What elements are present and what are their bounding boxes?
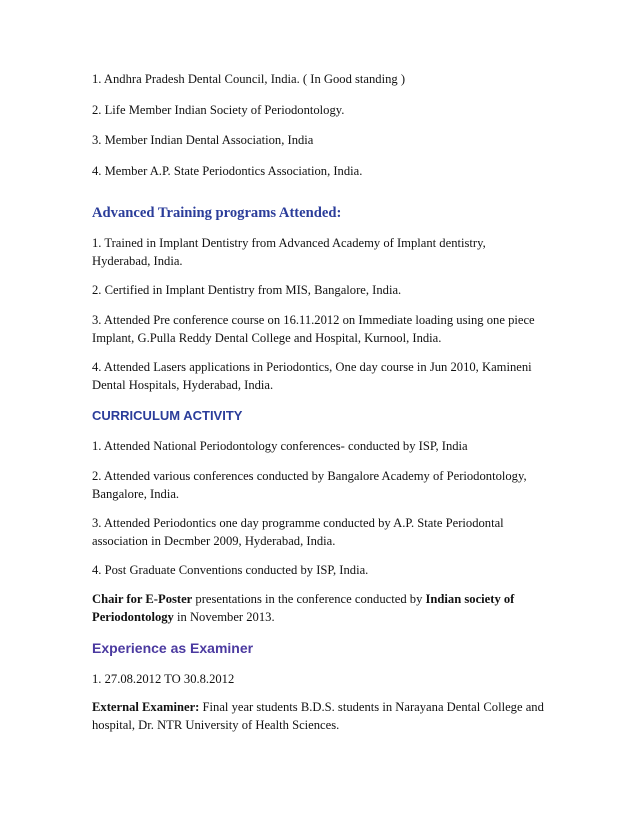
examiner-paragraph [92, 698, 562, 734]
advanced-training-heading: Advanced Training programs Attended: [92, 205, 342, 221]
examiner-label: External Examiner: [92, 700, 200, 714]
curriculum-item-2-line-2: Bangalore, India. [92, 487, 180, 501]
curriculum-item-1 [92, 437, 468, 455]
curriculum-item-4 [92, 561, 368, 579]
curriculum-item-3-line-1: 3. Attended Periodontics one day programme conducted by A.P. State Periodontal [92, 516, 504, 530]
training-item-1-line-2: Hyderabad, India. [92, 254, 183, 268]
curriculum-item-2 [92, 467, 527, 503]
curriculum-heading: CURRICULUM ACTIVITY [92, 408, 243, 423]
training-item-2-line-1: 2. Certified in Implant Dentistry from MIS, Bangalore, India. [92, 283, 402, 297]
training-item-3-line-2: Implant, G.Pulla Reddy Dental College and Hospital, Kurnool, India. [92, 331, 442, 345]
examiner-line-1 [92, 698, 562, 716]
examiner-text-2: hospital, Dr. NTR University of Health Sciences. [92, 718, 340, 732]
membership-item-2: 2. Life Member Indian Society of Periodontology. [92, 103, 345, 117]
chair-paragraph [92, 590, 562, 626]
membership-item-4: 4. Member A.P. State Periodontics Association, India. [92, 164, 363, 178]
training-item-4-line-2: Dental Hospitals, Hyderabad, India. [92, 378, 274, 392]
membership-item-1: 1. Andhra Pradesh Dental Council, India. ( In Good standing ) [92, 72, 406, 86]
examiner-heading: Experience as Examiner [92, 640, 254, 656]
curriculum-item-4-line-1: 4. Post Graduate Conventions conducted by ISP, India. [92, 563, 369, 577]
curriculum-item-1-line-1: 1. Attended National Periodontology conferences- conducted by ISP, India [92, 439, 468, 453]
chair-text: presentations in the conference conducted by [192, 592, 426, 606]
curriculum-item-3 [92, 514, 504, 550]
chair-society-name-cont: Periodontology [92, 610, 174, 624]
chair-date-text: in November 2013. [173, 610, 275, 624]
curriculum-item-3-line-2: association in Decmber 2009, Hyderabad, India. [92, 534, 336, 548]
examiner-date-line: 1. 27.08.2012 TO 30.8.2012 [92, 672, 235, 686]
examiner-text-1: Final year students B.D.S. students in Narayana Dental College and [199, 700, 544, 714]
training-item-1 [92, 234, 486, 270]
membership-item-3: 3. Member Indian Dental Association, India [92, 133, 314, 147]
curriculum-item-2-line-1: 2. Attended various conferences conducted by Bangalore Academy of Periodontology, [92, 469, 527, 483]
training-item-3-line-1: 3. Attended Pre conference course on 16.11.2012 on Immediate loading using one piece [92, 313, 535, 327]
chair-line-2 [92, 608, 562, 626]
training-item-2 [92, 281, 401, 299]
training-item-1-line-1: 1. Trained in Implant Dentistry from Advanced Academy of Implant dentistry, [92, 236, 486, 250]
training-item-4 [92, 358, 532, 394]
chair-bold-label: Chair for E-Poster [92, 592, 193, 606]
training-item-4-line-1: 4. Attended Lasers applications in Periodontics, One day course in Jun 2010, Kamineni [92, 360, 532, 374]
chair-society-name: Indian society of [425, 592, 515, 606]
chair-line-1 [92, 590, 562, 608]
training-item-3 [92, 311, 535, 347]
